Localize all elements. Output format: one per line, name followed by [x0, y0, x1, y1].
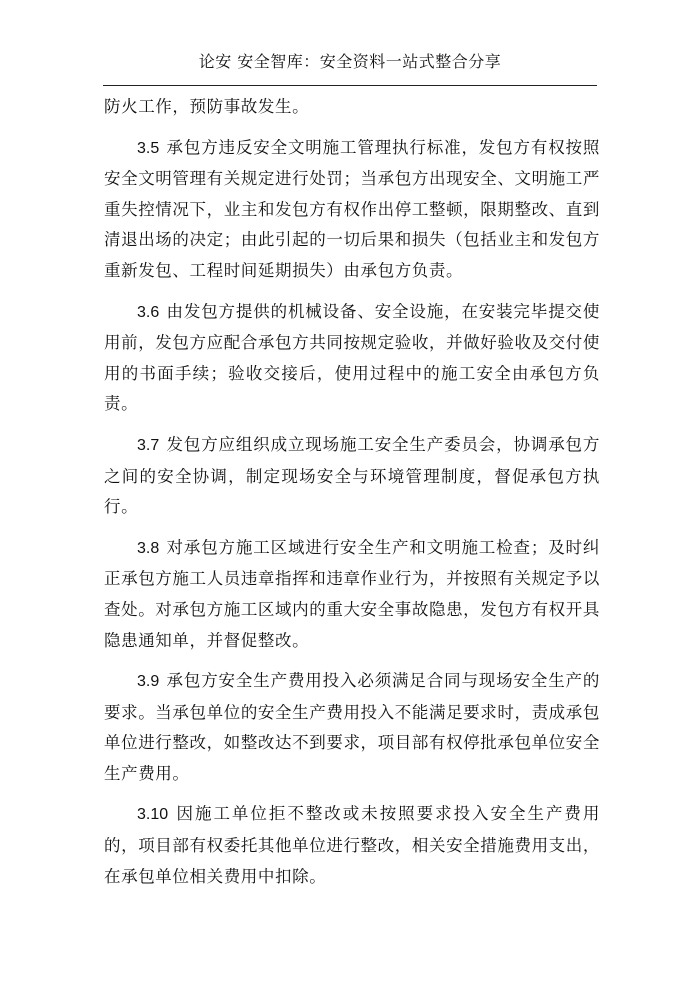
clause-3-5	[104, 133, 600, 287]
document-body	[104, 92, 600, 892]
paragraph-text: 防火工作，预防事故发生。	[104, 97, 310, 116]
clause-3-7	[104, 430, 600, 523]
clause-number: 3.7	[137, 436, 160, 454]
paragraph-continuation	[104, 92, 600, 123]
clause-text: 由发包方提供的机械设备、安全设施，在安装完毕提交使用前，发包方应配合承包方共同按规定验收，并做好验收及交付使用的书面手续；验收交接后，使用过程中的施工安全由承包方负责。	[104, 301, 600, 414]
clause-3-10	[104, 799, 600, 892]
clause-3-6	[104, 297, 600, 420]
clause-text: 发包方应组织成立现场施工安全生产委员会，协调承包方之间的安全协调，制定现场安全与环境管理制度，督促承包方执行。	[104, 434, 600, 517]
clause-3-8	[104, 533, 600, 656]
clause-number: 3.6	[137, 303, 160, 321]
clause-number: 3.10	[137, 806, 169, 824]
clause-text: 承包方违反安全文明施工管理执行标准，发包方有权按照安全文明管理有关规定进行处罚；当承包方出现安全、文明施工严重失控情况下，业主和发包方有权作出停工整顿，限期整改、直到清退出场的决定；由此引起的一切后果和损失（包括业主和发包方重新发包、工程时间延期损失）由承包方负责。	[104, 137, 600, 280]
clause-text: 对承包方施工区域进行安全生产和文明施工检查；及时纠正承包方施工人员违章指挥和违章作业行为，并按照有关规定予以查处。对承包方施工区域内的重大安全事故隐患，发包方有权开具隐患通知单，并督促整改。	[104, 537, 600, 650]
clause-text: 承包方安全生产费用投入必须满足合同与现场安全生产的要求。当承包单位的安全生产费用投入不能满足要求时，责成承包单位进行整改，如整改达不到要求，项目部有权停批承包单位安全生产费用。	[104, 671, 600, 783]
page-title: 论安 安全智库：安全资料一站式整合分享	[198, 52, 502, 71]
clause-number: 3.5	[137, 139, 160, 157]
clause-number: 3.9	[137, 673, 160, 691]
clause-number: 3.8	[137, 539, 160, 557]
clause-text: 因施工单位拒不整改或未按照要求投入安全生产费用的，项目部有权委托其他单位进行整改，相关安全措施费用支出，在承包单位相关费用中扣除。	[104, 804, 600, 886]
page-header	[103, 38, 597, 86]
clause-3-9	[104, 666, 600, 789]
